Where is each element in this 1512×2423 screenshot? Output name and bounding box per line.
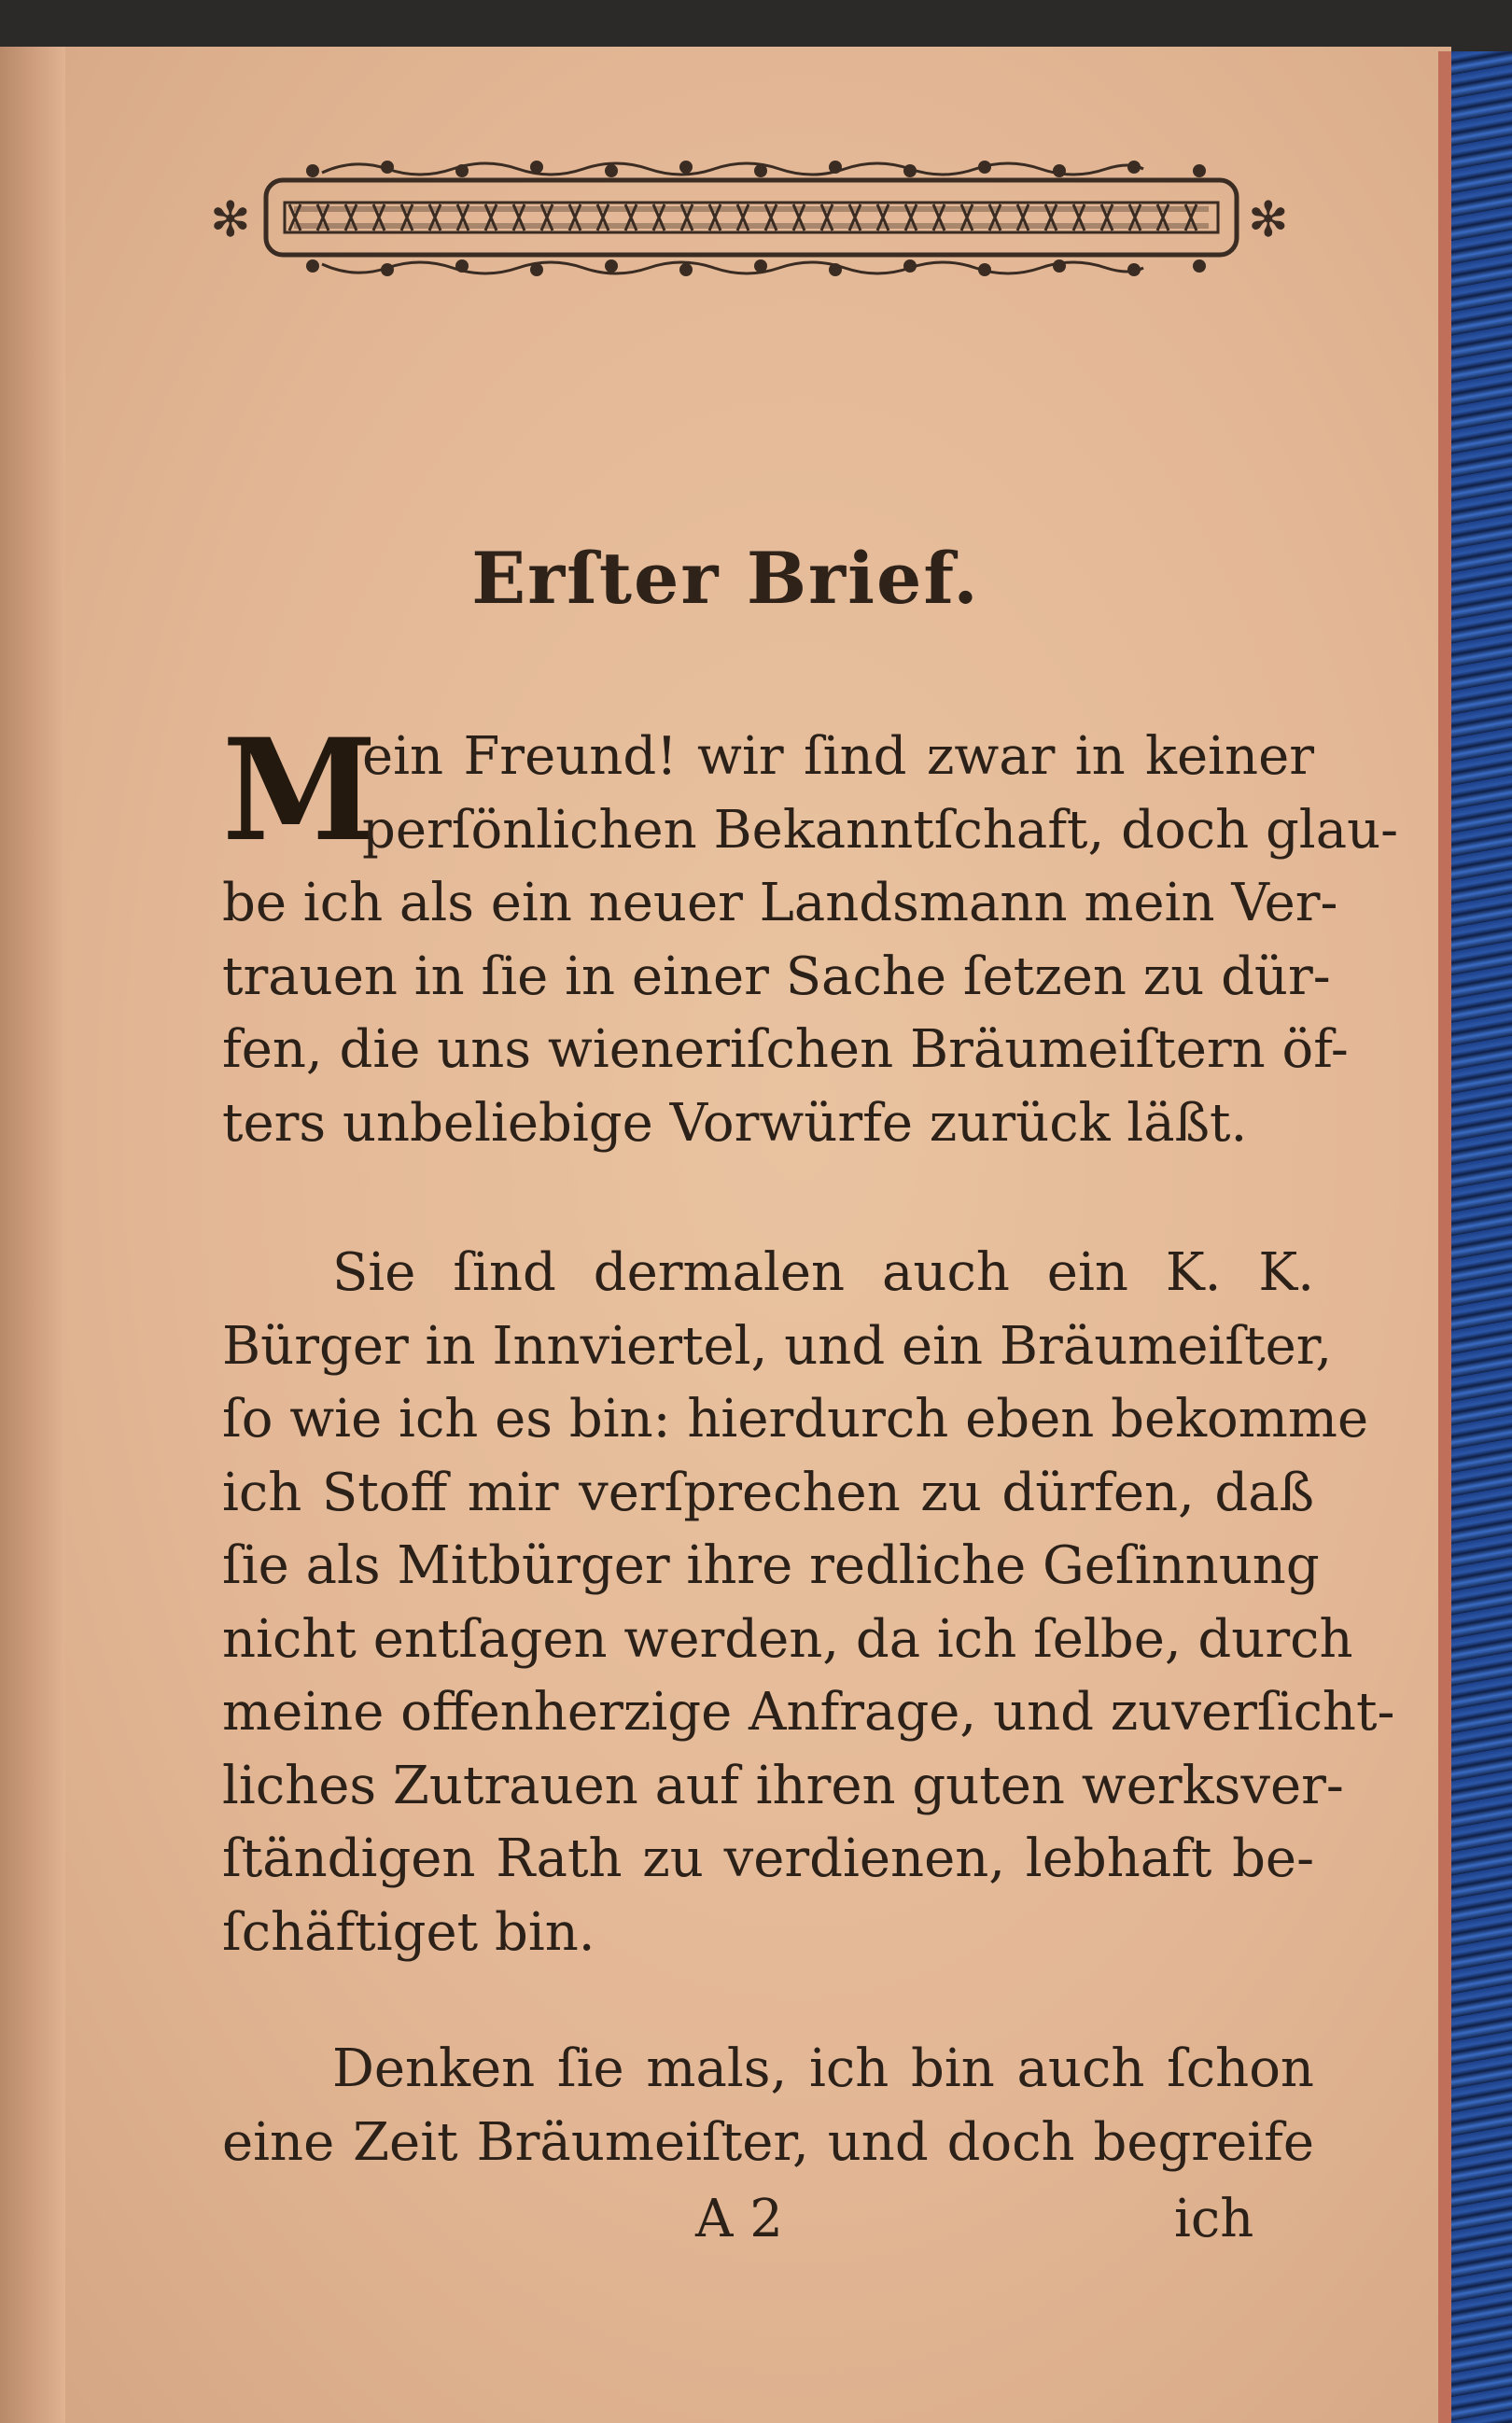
- text-line: Denken ſie mals, ich bin auch ſchon: [332, 2038, 1314, 2099]
- text-line: fen, die uns wieneriſchen Bräumeiſtern öf-: [222, 1019, 1349, 1080]
- text-line: perſönlichen Bekanntſchaft, doch glau-: [362, 799, 1399, 861]
- text-line: nicht entſagen werden, da ich ſelbe, durch: [222, 1608, 1353, 1670]
- text-line: ſtändigen Rath zu verdienen, lebhaft be-: [222, 1828, 1314, 1889]
- catchword: ich: [1174, 2189, 1254, 2249]
- paragraph-2: [222, 1237, 1395, 1969]
- paragraph-1: [222, 708, 1399, 1160]
- letter-heading: Erſter Brief.: [471, 537, 980, 620]
- text-line: ich Stoff mir verſprechen zu dürfen, daß: [222, 1462, 1314, 1523]
- svg-text:✻: ✻: [210, 192, 251, 248]
- drop-cap: M: [222, 708, 378, 873]
- text-line: ters unbeliebige Vorwürfe zurück läßt.: [222, 1092, 1248, 1154]
- signature-mark: A 2: [695, 2189, 783, 2249]
- text-line: ſo wie ich es bin: hierdurch eben bekomme: [222, 1389, 1369, 1450]
- paragraph-3: [222, 2033, 1314, 2179]
- text-line: Sie ſind dermalen auch ein K. K.: [332, 1242, 1314, 1303]
- text-line: meine offenherzige Anfrage, und zuverſicht-: [222, 1682, 1395, 1743]
- text-line: be ich als ein neuer Landsmann mein Ver-: [222, 873, 1338, 933]
- text-line: trauen in ſie in einer Sache ſetzen zu dür-: [222, 945, 1331, 1007]
- marbled-cover-edge: [1451, 51, 1512, 2423]
- text-line: Bürger in Innviertel, und ein Bräumeiſter,: [222, 1315, 1333, 1377]
- text-line: ein Freund! wir ſind zwar in keiner: [362, 726, 1314, 787]
- page-gutter: [0, 47, 65, 2423]
- text-line: eine Zeit Bräumeiſter, und doch begreife: [222, 2111, 1314, 2173]
- text-line: ſie als Mitbürger ihre redliche Geſinnung: [222, 1535, 1320, 1596]
- decorative-header-ornament: [210, 154, 1293, 285]
- text-line: liches Zutrauen auf ihren guten werksver-: [222, 1755, 1344, 1816]
- text-line: ſchäftiget bin.: [222, 1901, 595, 1963]
- svg-text:✻: ✻: [1248, 192, 1289, 248]
